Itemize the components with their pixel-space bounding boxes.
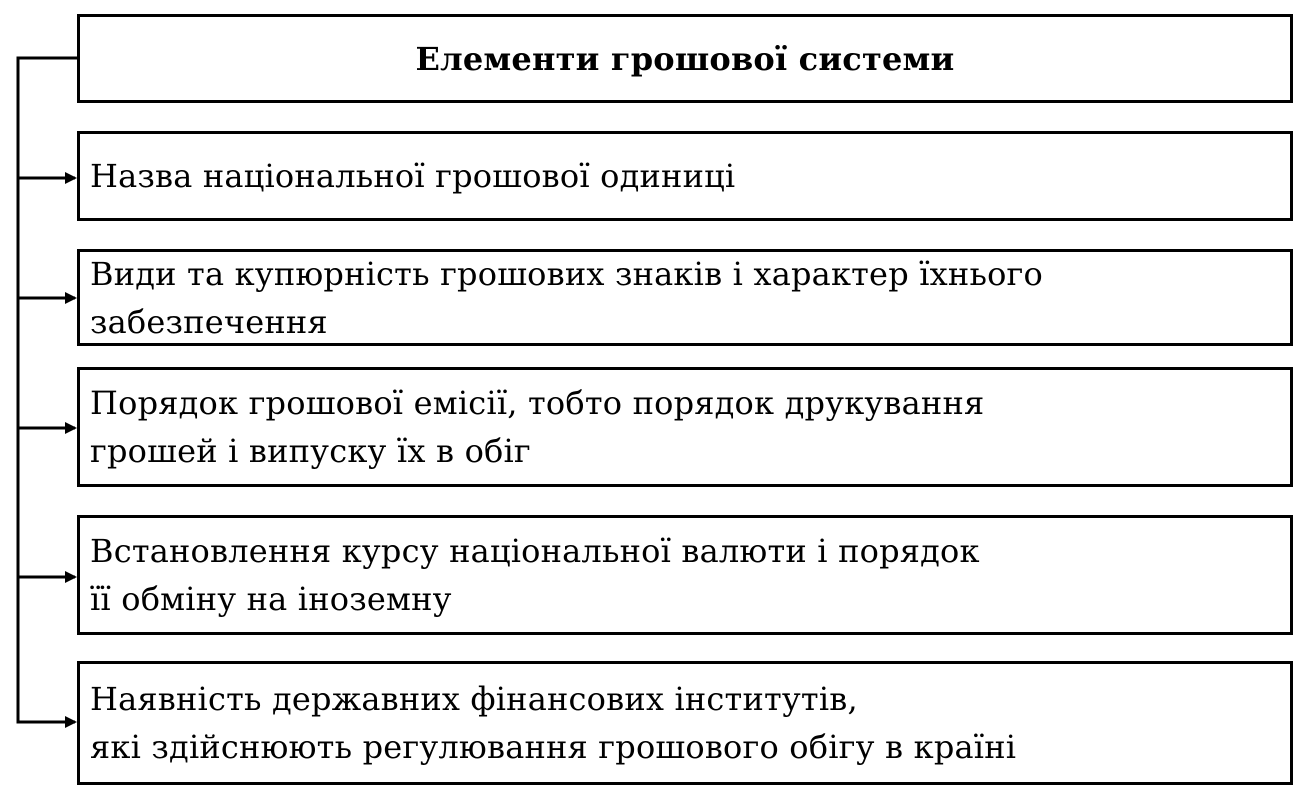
item-2-line-2: забезпечення bbox=[90, 302, 328, 341]
title-box bbox=[77, 14, 1293, 103]
item-box-2 bbox=[77, 249, 1293, 346]
item-4-line-1: Встановлення курсу національної валюти і порядок bbox=[90, 532, 980, 570]
item-3-line-2: грошей і випуску їх в обіг bbox=[90, 432, 531, 470]
diagram-title: Елементи грошової системи bbox=[415, 39, 955, 78]
item-5-line-2: які здійснюють регулювання грошового обігу в країні bbox=[90, 728, 1017, 766]
item-4-line-2: її обміну на іноземну bbox=[90, 580, 452, 618]
item-1-line-1: Назва національної грошової одиниці bbox=[90, 157, 736, 195]
item-3-line-1: Порядок грошової емісії, тобто порядок друкування bbox=[90, 384, 985, 422]
item-box-1 bbox=[77, 131, 1293, 221]
item-2-line-1: Види та купюрність грошових знаків і характер їхнього bbox=[90, 254, 1043, 293]
item-5-line-1: Наявність державних фінансових інститутів, bbox=[90, 680, 858, 718]
item-box-3 bbox=[77, 367, 1293, 487]
item-box-5 bbox=[77, 661, 1293, 785]
item-box-4 bbox=[77, 515, 1293, 635]
